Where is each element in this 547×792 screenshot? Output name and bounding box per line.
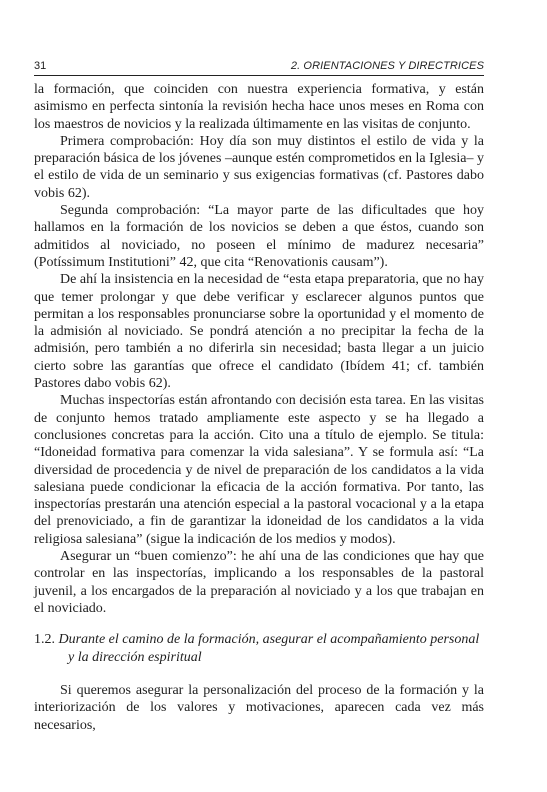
paragraph-continuation: la formación, que coinciden con nuestra experiencia formativa, y están asimismo en perfecta sintonía la revisión hecha hace unos meses en Roma con los maestros de novicios y la realizada últimamente en las visitas de conjunto.	[34, 82, 484, 132]
running-title: 2. ORIENTACIONES Y DIRECTRICES	[290, 60, 484, 72]
section-title-line1: Durante el camino de la formación, asegurar el acompañamiento personal	[58, 632, 480, 647]
paragraph: Si queremos asegurar la personalización del proceso de la formación y la interiorización de los valores y motivaciones, aparecen cada vez más necesarios,	[34, 683, 484, 733]
section-title-line2: y la dirección espiritual	[68, 650, 202, 665]
paragraph: Asegurar un “buen comienzo”: he ahí una de las condiciones que hay que controlar en las inspectorías, implicando a los responsables de la pastoral juvenil, a los encargados de la preparación al noviciado y a los que trabajan en el noviciado.	[34, 549, 484, 616]
section-heading	[34, 631, 484, 667]
section-number: 1.2.	[34, 632, 55, 647]
body-text-tail	[34, 682, 484, 734]
page-number: 31	[34, 60, 47, 72]
paragraph: Muchas inspectorías están afrontando con decisión esta tarea. En las visitas de conjunto hemos tratado ampliamente este aspecto y se ha llegado a conclusiones concretas para la acción. Cito una a título de ejemplo. Se titula: “Idoneidad formativa para comenzar la vida salesiana”. Y se formula así: “La diversidad de procedencia y de nivel de preparación de los candidatos a la vida salesiana puede condicionar la eficacia de la acción formativa. Por tanto, las inspectorías prestarán una atención especial a la pastoral vocacional y a la etapa del prenoviciado, a fin de garantizar la idoneidad de los candidatos a la vida religiosa salesiana” (sigue la indicación de los medios y modos).	[34, 393, 484, 547]
paragraph: Segunda comprobación: “La mayor parte de las dificultades que hoy hallamos en la formación de los novicios se deben a que éstos, cuando son admitidos al noviciado, no poseen el mínimo de madurez necesaria” (Potíssimum Institutioni” 42, que cita “Renovationis causam”).	[34, 203, 484, 270]
body-text	[34, 81, 484, 617]
paragraph: Primera comprobación: Hoy día son muy distintos el estilo de vida y la preparación básica de los jóvenes –aunque estén comprometidos en la Iglesia– y el estilo de vida de un seminario y sus exigencias formativas (cf. Pastores dabo vobis 62).	[34, 133, 484, 201]
paragraph: De ahí la insistencia en la necesidad de “esta etapa preparatoria, que no hay que temer prolongar y que debe verificar y esclarecer algunos puntos que permitan a los responsables pronunciarse sobre la oportunidad y el momento de la admisión al noviciado. Se pondrá atención a no precipitar la fecha de la admisión, pero también a no diferirla sin necesidad; basta llegar a un juicio cierto sobre las garantías que ofrece el candidato (Ibídem 41; cf. también Pastores dabo vobis 62).	[34, 272, 484, 392]
running-header	[34, 58, 484, 76]
